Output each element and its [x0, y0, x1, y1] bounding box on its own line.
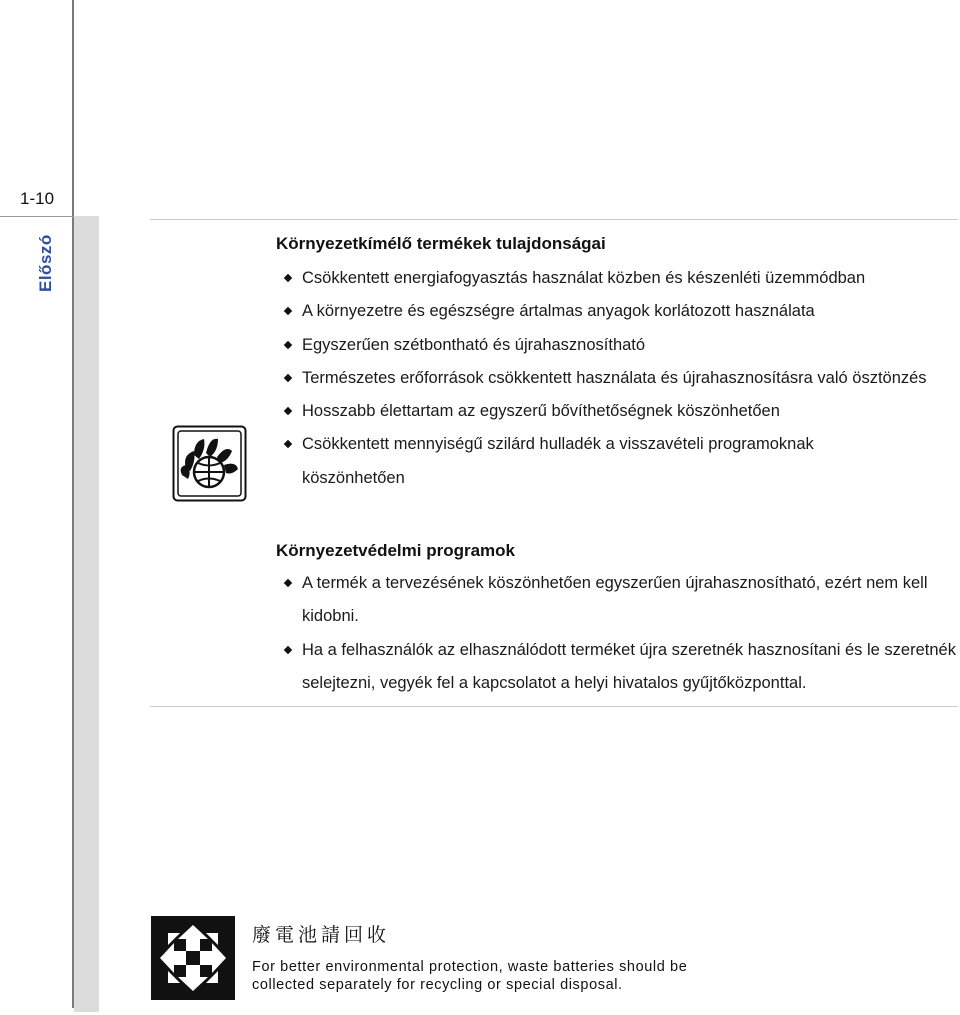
- list-item: A termék a tervezésének köszönhetően egyszerűen újrahasznosítható, ezért nem kell kidobni.: [276, 567, 942, 634]
- list-item: Hosszabb élettartam az egyszerű bővíthetőségnek köszönhetően: [276, 395, 956, 428]
- list-item: Egyszerűen szétbontható és újrahasznosítható: [276, 329, 956, 362]
- list-item: Csökkentett mennyiségű szilárd hulladék a visszavételi programoknak köszönhetően: [276, 428, 902, 495]
- eco-features-heading: Környezetkímélő termékek tulajdonságai: [276, 234, 606, 253]
- list-item: Ha a felhasználók az elhasználódott terméket újra szeretnék hasznosítani és le szeretnék selejtezni, vegyék fel a kapcsolatot a helyi hivatalos gyűjtőközponttal.: [276, 634, 956, 701]
- eco-programs-list: [276, 567, 956, 700]
- battery-notice-chinese: 廢電池請回收: [252, 924, 391, 946]
- battery-notice-line-1: For better environmental protection, waste batteries should be: [252, 959, 688, 975]
- content-divider-bottom: [150, 706, 958, 707]
- battery-notice-line-2: collected separately for recycling or special disposal.: [252, 977, 623, 993]
- eco-features-list: [276, 262, 956, 495]
- eco-label-icon: [172, 425, 247, 502]
- list-item: Csökkentett energiafogyasztás használat közben és készenléti üzemmódban: [276, 262, 956, 295]
- side-band: [74, 216, 99, 1012]
- list-item: Természetes erőforrások csökkentett használata és újrahasznosításra való ösztönzés: [276, 362, 942, 395]
- battery-recycle-icon: [150, 915, 236, 1001]
- battery-notice-english: [252, 958, 687, 994]
- page-number-divider: [0, 216, 74, 217]
- section-label: Előszó: [36, 234, 55, 292]
- content-divider-top: [150, 219, 958, 220]
- page-number: 1-10: [20, 189, 55, 208]
- list-item: A környezetre és egészségre ártalmas anyagok korlátozott használata: [276, 295, 956, 328]
- eco-programs-heading: Környezetvédelmi programok: [276, 541, 516, 560]
- battery-notice: [150, 912, 750, 1002]
